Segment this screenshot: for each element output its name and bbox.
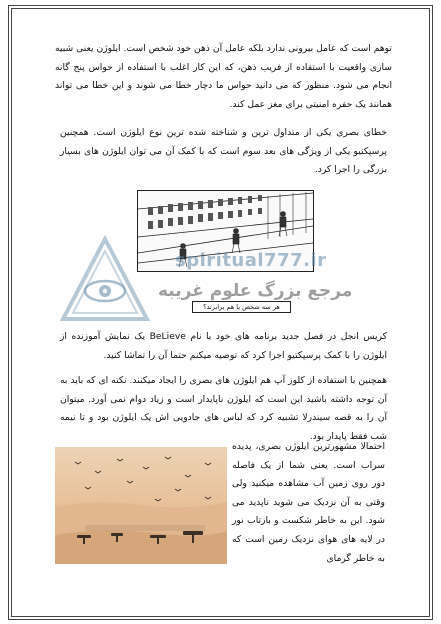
watermark-url: spiritual777.ir: [175, 250, 327, 271]
paragraph-illusion-definition: توهم است که عامل بیرونی ندارد بلکه عامل آن ذهن خود شخص است. ایلوژن یعنی شبیه سازی واقعیت با استفاده از فریب ذهن، که این کار اغلب با استفاده از حواس پنج گانه انجام می شود. منظور که می دانید حواس ما دچار خطا می شوند و این خطا می تواند همانند یک حفره امنیتی برای مغز عمل کند.: [55, 43, 392, 110]
paragraph-chris-angel: کریس انجل در فصل جدید برنامه های خود با نام BeLieve یک نمایش آموزنده از ایلوژن را با کمک پرسپکتیو اجرا کرد که توصیه میکنم حتما آن را تماشا کنید.: [60, 331, 387, 361]
desert-mirage-photo: [55, 447, 227, 564]
paragraph-close-up: همچنین با استفاده از کلوز آپ هم ایلوژن های بصری را ایجاد میکنند. نکته ای که باید به آن توجه داشته باشید این است که ایلوژن ناپایدار است و زیاد دوام نمی آورد. میتوان آن را به قصه سیندرلا تشبیه کرد که لباس های جادویی اش یک ایلوژن بود و تا نیمه شب فقط پایدار بود.: [60, 375, 387, 442]
paragraph-mirage: احتمالا مشهورترین ایلوژن بصری، پدیده سراب است. یعنی شما از یک فاصله دور روی زمین آب مشاهده میکنید ولی وقتی به آن نزدیک می شوید ناپدید می شود. این به خاطر شکست و بازتاب نور در لایه های هوای نزدیک زمین است که به خاطر گرمای: [232, 441, 385, 564]
figure-caption: هر سه شخص یا هم برابرند؟: [192, 301, 291, 313]
eye-triangle-logo-icon: [55, 233, 155, 328]
paragraph-visual-illusion: خطای بصری یکی از متداول ترین و شناخته شده ترین نوع ایلوژن است. همچنین پرسپکتیو یکی از ویژگی های بعد سوم است که با کمک آن می توان ایلوژن های بسیار بزرگی را اجرا کرد.: [60, 127, 387, 176]
watermark-title: مرجع بزرگ علوم غریبه: [158, 281, 353, 301]
